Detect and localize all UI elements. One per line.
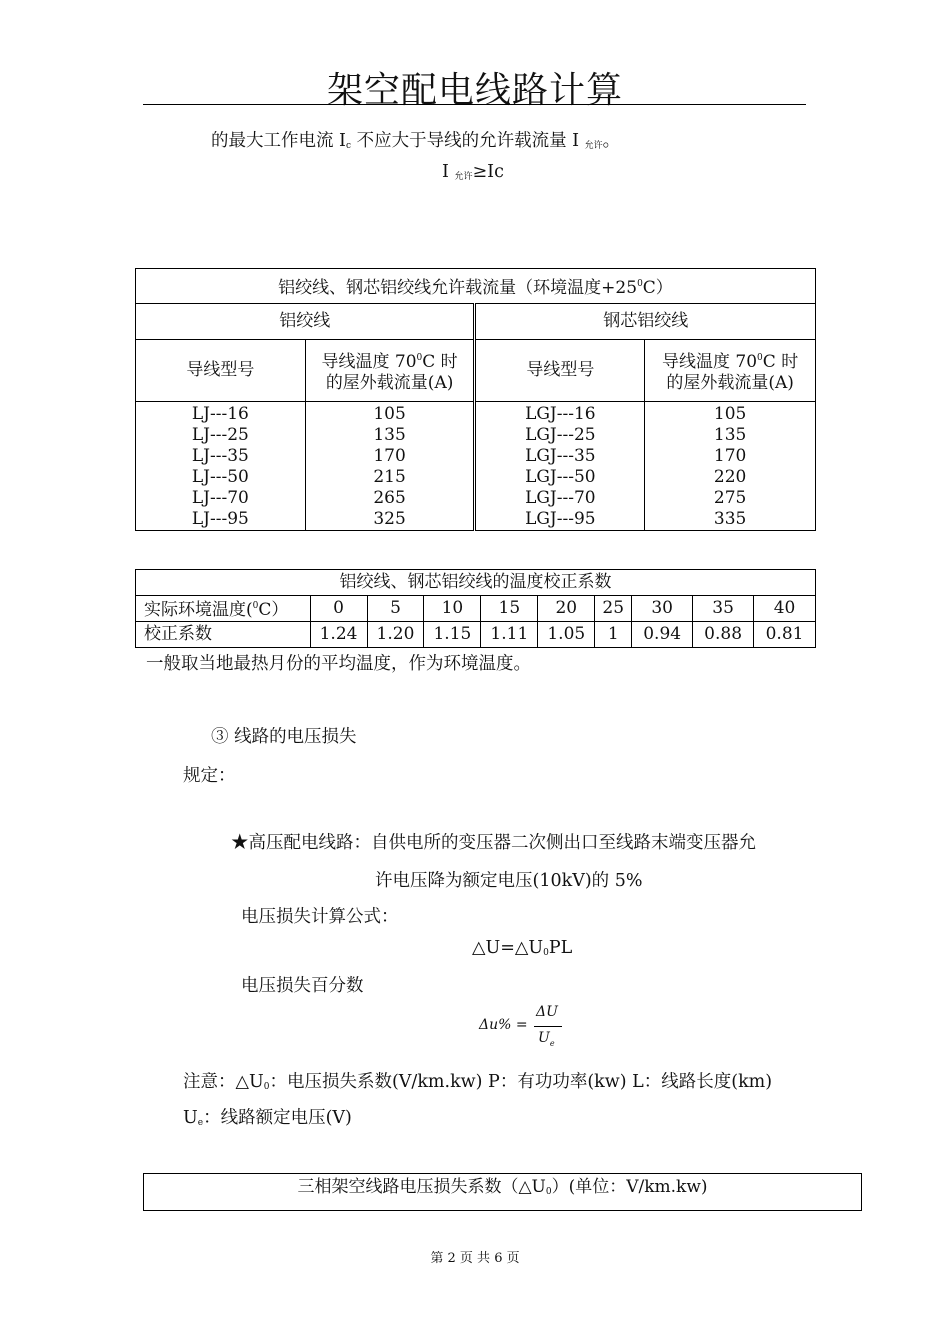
header-current-lgj: 导线温度 $70^0C$ 时 的屋外载流量(A): [645, 340, 816, 402]
correction-caption: 铝绞线、钢芯铝绞线的温度校正系数: [136, 570, 816, 596]
intro-text-b: 不应大于导线的允许载流量 I: [351, 131, 585, 151]
fraction-numerator: ΔU: [536, 1004, 558, 1020]
temp-cell: 40: [754, 596, 816, 622]
factor-cell: 1.20: [367, 622, 424, 648]
temp-cell: 10: [424, 596, 481, 622]
lj-models: LJ---16 LJ---25 LJ---35 LJ---50 LJ---70 LJ---95: [136, 402, 306, 531]
fraction-lhs: Δu% =: [479, 1017, 528, 1033]
intro-sub-c: c: [345, 141, 352, 151]
header-current-lj: 导线温度 $70^0C$ 时 的屋外载流量(A): [305, 340, 475, 402]
voltage-loss-formula: $\triangle U=\triangle U_0PL$: [472, 938, 573, 958]
temp-cell: 20: [538, 596, 595, 622]
page-footer: 第 2 页 共 6 页: [430, 1251, 520, 1266]
formula-label: 电压损失计算公式：: [241, 907, 399, 927]
temp-cell: 15: [481, 596, 538, 622]
intro-text-a: 的最大工作电流 I: [211, 131, 346, 151]
factor-cell: 1.05: [538, 622, 595, 648]
group-lj: 铝绞线: [136, 304, 475, 340]
lgj-models: LGJ---16 LGJ---25 LGJ---35 LGJ---50 LGJ---70 LGJ---95: [475, 402, 645, 531]
header-model-lj: 导线型号: [136, 340, 306, 402]
percent-label: 电压损失百分数: [241, 976, 364, 996]
temp-cell: 5: [367, 596, 424, 622]
title-underline: [143, 104, 806, 105]
hv-rule-line2: 许电压降为额定电压(10kV)的 5%: [375, 871, 643, 891]
formula-ic: ≥Ic: [472, 162, 504, 182]
intro-line: [211, 127, 620, 152]
ambient-note: 一般取当地最热月份的平均温度，作为环境温度。: [146, 654, 531, 674]
formula-sub-allow: 允许: [454, 172, 473, 182]
rule-label: 规定：: [183, 766, 236, 786]
factor-cell: 0.81: [754, 622, 816, 648]
factor-label: 校正系数: [136, 622, 311, 648]
temp-cell: 30: [632, 596, 693, 622]
ampacity-caption: 铝绞线、钢芯铝绞线允许载流量（环境温度$+25^0C$）: [136, 269, 816, 304]
factor-cell: 1.15: [424, 622, 481, 648]
temp-cell: 0: [310, 596, 367, 622]
header-model-lgj: 导线型号: [475, 340, 645, 402]
intro-sub-allow: 允许: [584, 141, 603, 151]
hv-rule-line1: ★高压配电线路：自供电所的变压器二次侧出口至线路末端变压器允: [231, 833, 756, 853]
current-formula: [442, 162, 504, 182]
percent-formula: [476, 1004, 576, 1054]
fraction-denominator: $U_e$: [538, 1030, 555, 1048]
correction-table: [135, 569, 816, 648]
fraction-bar: [534, 1026, 562, 1027]
lj-currents: 105 135 170 215 265 325: [305, 402, 475, 531]
factor-cell: 1.11: [481, 622, 538, 648]
note-line2: $U_e$：线路额定电压(V): [183, 1108, 352, 1128]
lgj-currents: 105 135 170 220 275 335: [645, 402, 816, 531]
loss-table-caption: 三相架空线路电压损失系数$(\triangle U_0)$(单位：V/km.kw): [144, 1174, 862, 1211]
factor-cell: 0.94: [632, 622, 693, 648]
factor-cell: 1.24: [310, 622, 367, 648]
section-heading: ③ 线路的电压损失: [211, 727, 357, 747]
temp-label: 实际环境温度($^0$C）: [136, 596, 311, 622]
formula-i: I: [442, 162, 455, 182]
group-lgj: 钢芯铝绞线: [475, 304, 816, 340]
factor-cell: 1: [595, 622, 632, 648]
note-line1: 注意：$\triangle U_0$：电压损失系数(V/km.kw) P：有功功率(kw) L：线路长度(km): [183, 1072, 773, 1092]
ampacity-table: [135, 268, 816, 531]
temp-cell: 35: [693, 596, 754, 622]
factor-cell: 0.88: [693, 622, 754, 648]
page-title: 架空配电线路计算: [326, 70, 623, 111]
intro-text-c: 。: [602, 131, 621, 151]
temp-cell: 25: [595, 596, 632, 622]
loss-coefficient-table: [143, 1173, 862, 1211]
